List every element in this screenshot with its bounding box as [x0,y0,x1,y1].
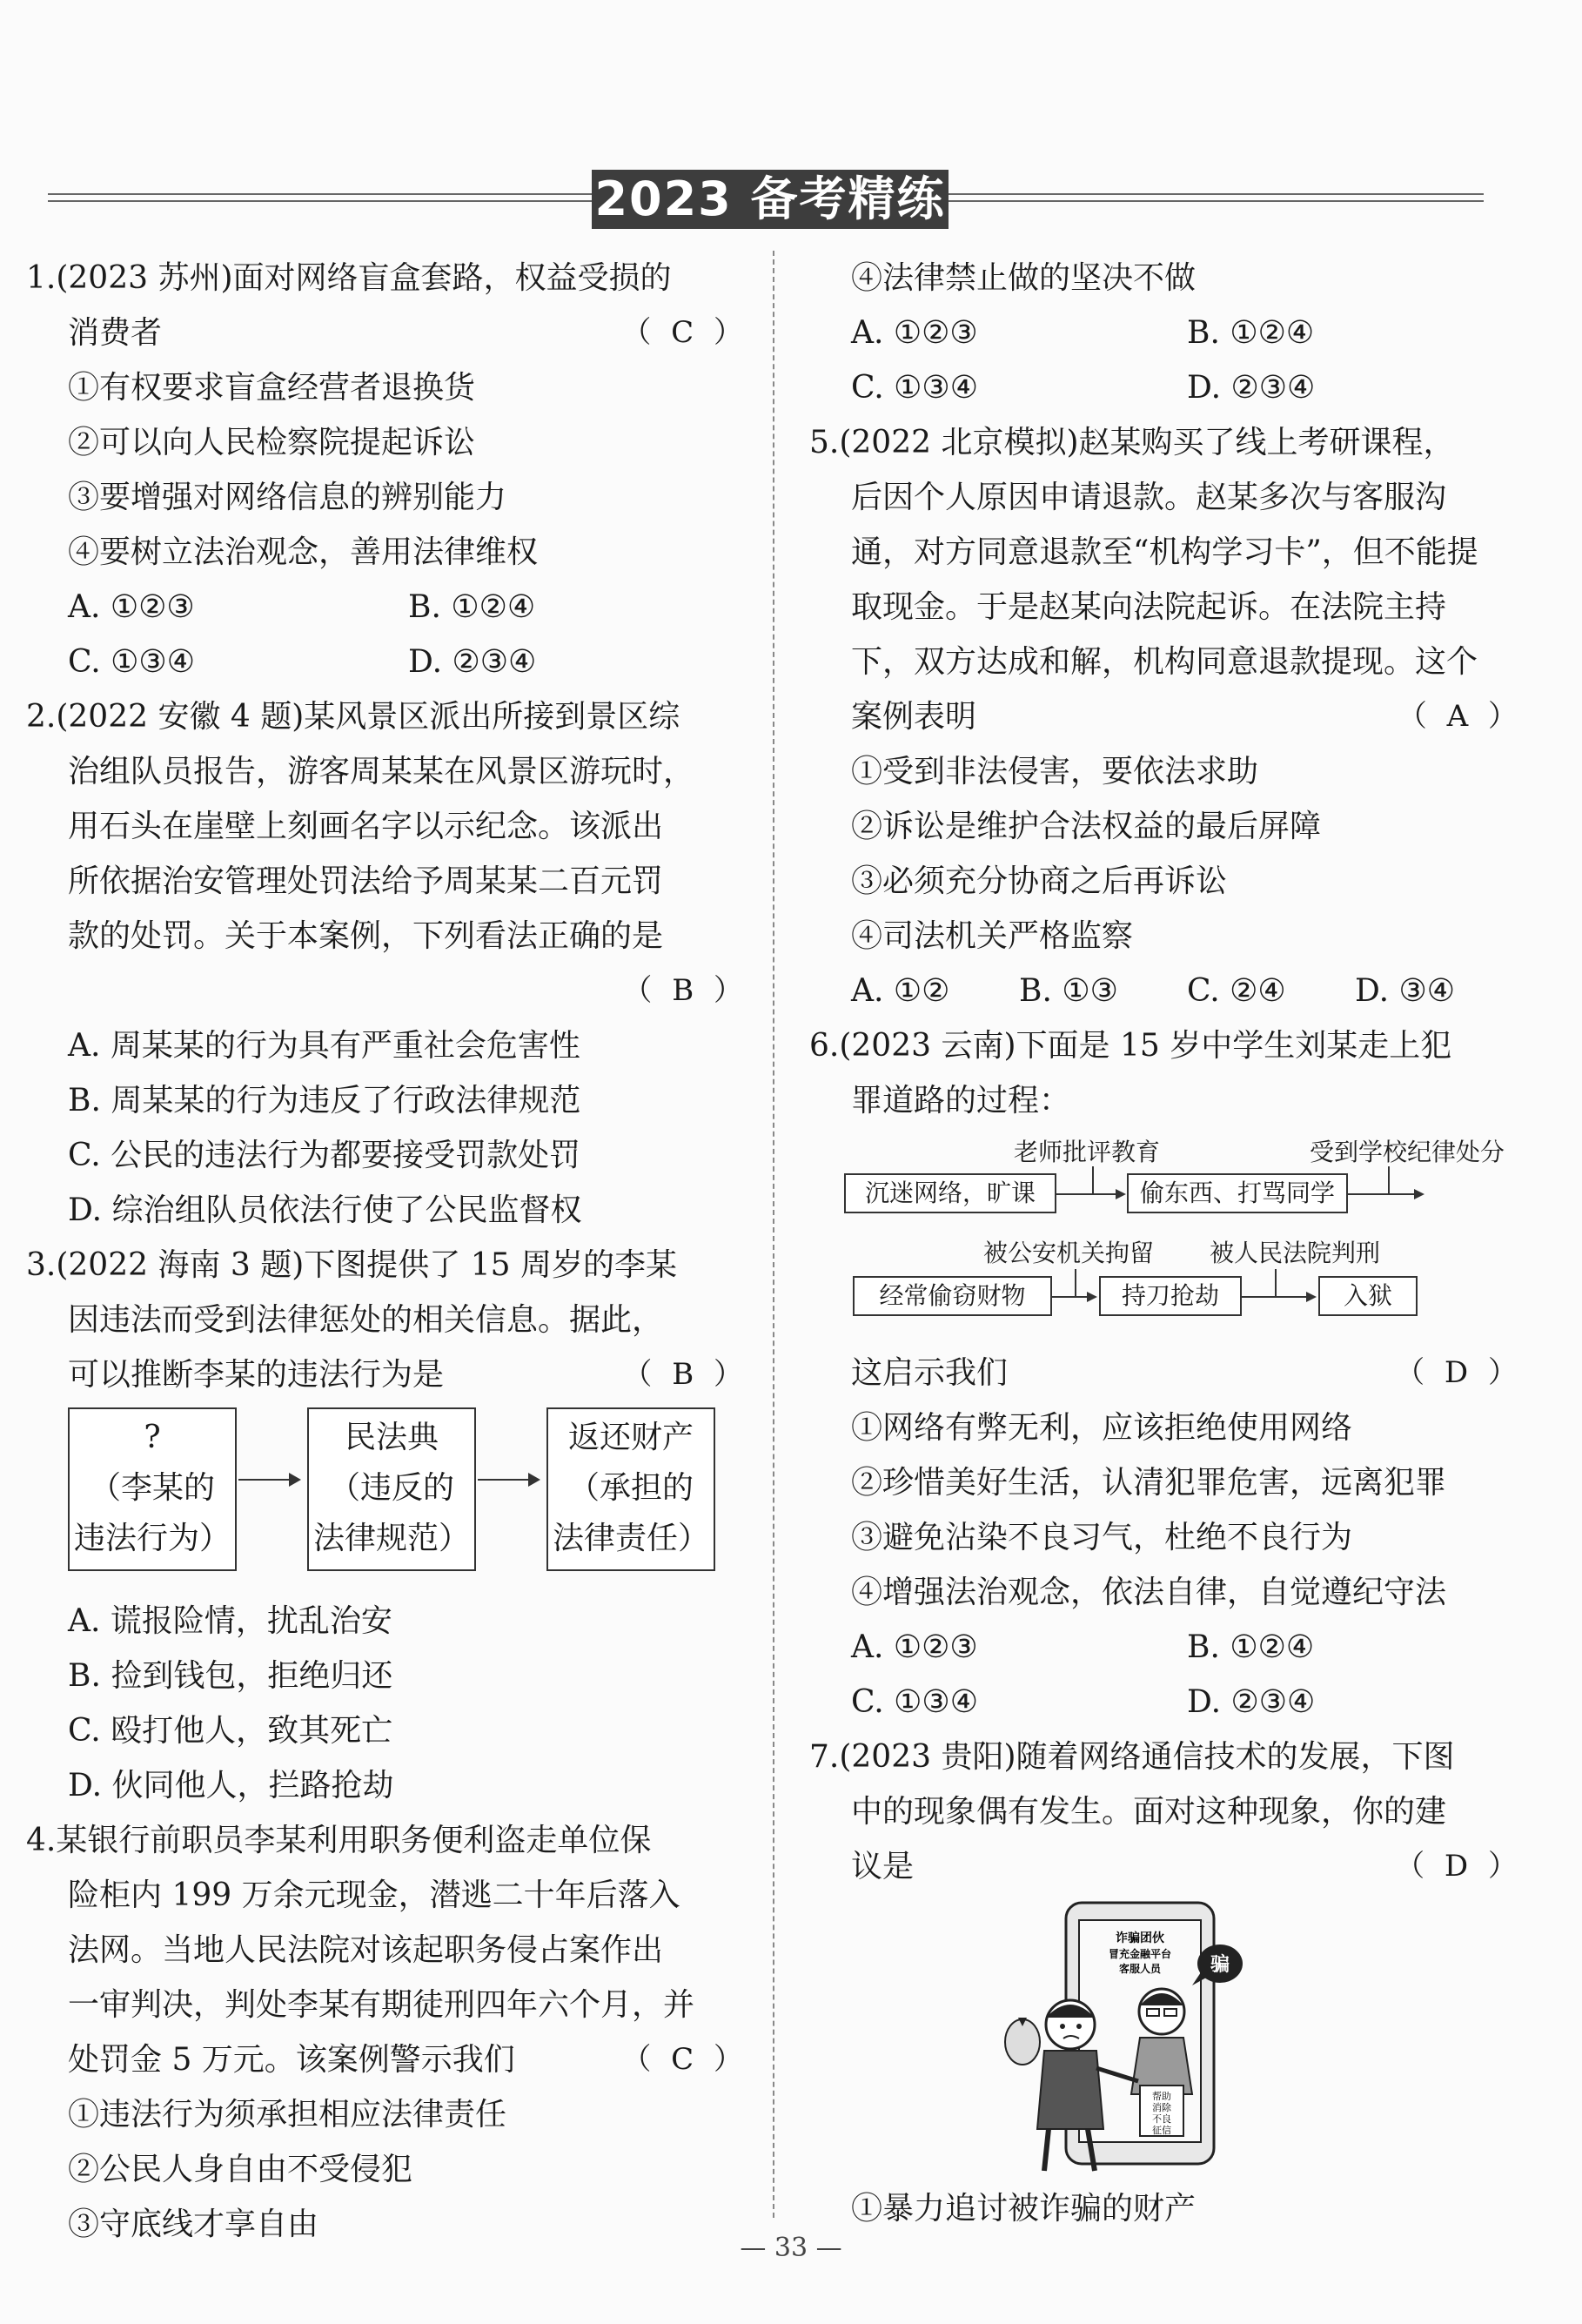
flow-connector [1075,1269,1076,1296]
arrow-right-icon [238,1479,299,1481]
phone-text: 客服人员 [1118,1963,1162,1975]
question-text: 这启示我们 [851,1355,1009,1391]
question-text: 消费者 [68,315,163,351]
speech-bubble: 骗 [1210,1954,1230,1976]
box-line: 法律责任） [552,1521,709,1556]
statement-item: ①有权要求盲盒经营者退换货 [68,370,476,406]
header-rule-left [48,193,592,195]
box-line: （违反的 [328,1470,454,1506]
box-line: （承担的 [567,1470,694,1506]
section-title: 2023 备考精练 [592,170,949,229]
box-line: ? [144,1420,161,1455]
option-b: B. ①②④ [408,589,536,625]
question-text-line [26,1347,748,1402]
question-text-line: 一审判决，判处李某有期徒刑四年六个月，并 [68,1987,695,2023]
option-a: A. ①②③ [68,589,195,625]
paper-text: 征信 [1152,2125,1171,2136]
statement-item: ④要树立法治观念，善用法律维权 [68,534,539,570]
statement-item: ④增强法治观念，依法自律，自觉遵纪守法 [851,1575,1447,1610]
statement-item: ③避免沾染不良习气，杜绝不良行为 [851,1520,1353,1555]
flow-label: 受到学校纪律处分 [1310,1138,1505,1166]
question-text: 可以推断李某的违法行为是 [68,1357,445,1393]
relation-diagram [68,1407,748,1590]
arrow-right-icon [478,1479,539,1481]
question-text-line: 罪道路的过程： [851,1083,1071,1118]
statement-item: ①暴力追讨被诈骗的财产 [851,2191,1197,2227]
question-text: 处罚金 5 万元。该案例警示我们 [68,2042,515,2078]
option-d: D. ②③④ [1187,1684,1316,1720]
flow-box: 经常偷窃财物 [853,1276,1052,1316]
diagram-box-violation [68,1407,237,1571]
flow-connector [1275,1269,1277,1296]
question-text: 议是 [851,1849,915,1884]
options-row [809,1620,1523,1675]
statement-item: ③必须充分协商之后再诉讼 [851,863,1228,899]
answer-mark: （ D ） [1395,1849,1523,1884]
flow-box: 入狱 [1318,1276,1418,1316]
question-text-line: 险柜内 199 万余元现金，潜逃二十年后落入 [68,1877,680,1913]
option-a: A. 谎报险情，扰乱治安 [68,1603,392,1639]
phone-text: 冒充金融平台 [1108,1948,1172,1960]
option-b: B. ①②④ [1187,315,1315,351]
right-column [809,251,1523,2236]
diagram-box-liability [546,1407,715,1571]
flow-label: 被人民法院判刑 [1210,1239,1381,1267]
statement-item: ①违法行为须承担相应法律责任 [68,2097,507,2133]
option-d: D. 伙同他人，拦路抢劫 [68,1768,394,1803]
paper-text: 帮助 [1152,2091,1171,2102]
arrow-right-icon [1052,1296,1096,1298]
options-row [809,964,1523,1018]
options-row [26,635,748,689]
answer-mark: （ A ） [1397,699,1523,734]
question-text-line: 3.(2022 海南 3 题)下图提供了 15 周岁的李某 [26,1247,677,1283]
box-line: 民法典 [344,1420,439,1455]
box-line: 违法行为） [73,1521,231,1556]
flow-box: 持刀抢劫 [1099,1276,1242,1316]
option-a: A. ①②③ [851,315,978,351]
option-a: A. 周某某的行为具有严重社会危害性 [68,1028,580,1064]
flow-connector [1092,1166,1094,1193]
flow-label: 被公安机关拘留 [983,1239,1155,1267]
option-b: B. 捡到钱包，拒绝归还 [68,1658,393,1694]
answer-line [26,964,748,1018]
flow-label: 老师批评教育 [1014,1138,1161,1166]
column-divider [773,251,774,2218]
answer-mark: （ C ） [621,2042,748,2077]
paper-text: 不良 [1152,2113,1171,2125]
option-d: D. ③④ [1355,973,1456,1009]
option-d: D. ②③④ [408,644,537,680]
statement-item: ③要增强对网络信息的辨别能力 [68,480,507,515]
option-a: A. ①②③ [851,1629,978,1665]
option-d: D. 综治组队员依法行使了公民监督权 [68,1192,582,1228]
flow-box: 沉迷网络，旷课 [844,1173,1056,1213]
option-c: C. ①③④ [851,1684,978,1720]
options-row [809,306,1523,360]
question-text-line: 因违法而受到法律惩处的相关信息。据此， [68,1302,664,1338]
question-text-line [809,1346,1523,1400]
question-6 [809,1018,1523,1730]
arrow-right-icon [1056,1193,1124,1195]
statement-item: ①受到非法侵害，要依法求助 [851,754,1259,789]
question-7 [809,1730,1523,2236]
option-c: C. ①③④ [851,370,978,406]
question-1 [26,251,748,689]
statement-item: ④司法机关严格监察 [851,918,1134,954]
flow-connector [1388,1166,1390,1193]
question-text-line: 后因个人原因申请退款。赵某多次与客服沟 [851,480,1447,515]
option-a: A. ①② [851,973,950,1009]
statement-item: ④法律禁止做的坚决不做 [851,260,1197,296]
phone-text: 诈骗团伙 [1116,1931,1164,1945]
statement-item: ②公民人身自由不受侵犯 [68,2152,413,2187]
question-text: 案例表明 [851,699,977,735]
statement-item: ①网络有弊无利，应该拒绝使用网络 [851,1410,1353,1446]
crime-process-diagram [840,1128,1523,1346]
question-text-line: 7.(2023 贵阳)随着网络通信技术的发展，下图 [809,1739,1455,1775]
question-5 [809,415,1523,1018]
arrow-right-icon [1242,1296,1315,1298]
answer-mark: （ B ） [622,1357,748,1392]
page-number: — 33 — [740,2233,842,2263]
question-text-line: 中的现象偶有发生。面对这种现象，你的建 [851,1794,1447,1830]
header-rule-left-2 [48,200,592,202]
options-row [809,1675,1523,1730]
question-text-line: 法网。当地人民法院对该起职务侵占案作出 [68,1932,664,1968]
question-3 [26,1238,748,1813]
options-row [809,360,1523,415]
option-d: D. ②③④ [1187,370,1316,406]
option-c: C. ①③④ [68,644,195,680]
option-b: B. ①③ [1019,973,1118,1009]
question-text-line: 取现金。于是赵某向法院起诉。在法院主持 [851,589,1447,625]
question-text-line: 款的处罚。关于本案例，下列看法正确的是 [68,918,664,954]
question-text-line: 4.某银行前职员李某利用职务便利盗走单位保 [26,1823,652,1858]
question-text-line: 通，对方同意退款至“机构学习卡”，但不能提 [851,534,1478,570]
question-text-line: 所依据治安管理处罚法给予周某某二百元罚 [68,863,664,899]
fraud-cartoon-illustration [983,1894,1262,2181]
flow-box: 偷东西、打骂同学 [1127,1173,1348,1213]
question-text-line: 1.(2023 苏州)面对网络盲盒套路，权益受损的 [26,260,672,296]
question-2 [26,689,748,1238]
answer-mark: （ C ） [621,315,748,350]
question-text-line: 2.(2022 安徽 4 题)某风景区派出所接到景区综 [26,699,680,735]
diagram-box-law [307,1407,476,1571]
question-text-line [809,1839,1523,1894]
box-line: （李某的 [89,1470,215,1506]
question-text-line: 下，双方达成和解，机构同意退款提现。这个 [851,644,1478,680]
statement-item: ②诉讼是维护合法权益的最后屏障 [851,809,1322,844]
question-text-line: 5.(2022 北京模拟)赵某购买了线上考研课程， [809,425,1455,460]
question-text-line: 治组队员报告，游客周某某在风景区游玩时， [68,754,695,789]
header-rule-right [949,193,1484,195]
option-c: C. 殴打他人，致其死亡 [68,1713,393,1749]
option-b: B. ①②④ [1187,1629,1315,1665]
box-line: 法律规范） [312,1521,470,1556]
question-text-line [26,2032,748,2087]
option-c: C. 公民的违法行为都要接受罚款处罚 [68,1138,581,1173]
question-text-line: 6.(2023 云南)下面是 15 岁中学生刘某走上犯 [809,1028,1452,1064]
answer-mark: （ D ） [1395,1355,1523,1390]
statement-item: ③守底线才享自由 [68,2206,319,2242]
statement-item: ②珍惜美好生活，认清犯罪危害，远离犯罪 [851,1465,1447,1501]
options-row [26,580,748,635]
header-rule-right-2 [949,200,1484,202]
question-text-line: 用石头在崖壁上刻画名字以示纪念。该派出 [68,809,664,844]
option-b: B. 周某某的行为违反了行政法律规范 [68,1083,581,1118]
box-line: 返还财产 [567,1420,694,1455]
question-text-line [809,689,1523,744]
statement-item: ②可以向人民检察院提起诉讼 [68,425,476,460]
paper-text: 消除 [1152,2102,1171,2113]
question-4 [26,1813,748,2252]
question-4-continued [809,251,1523,415]
arrow-right-icon [1348,1193,1423,1195]
fraud-cartoon [983,1894,1262,2181]
left-column [26,251,748,2252]
answer-mark: （ B ） [622,973,748,1008]
question-text-line [26,306,748,360]
option-c: C. ②④ [1187,973,1286,1009]
